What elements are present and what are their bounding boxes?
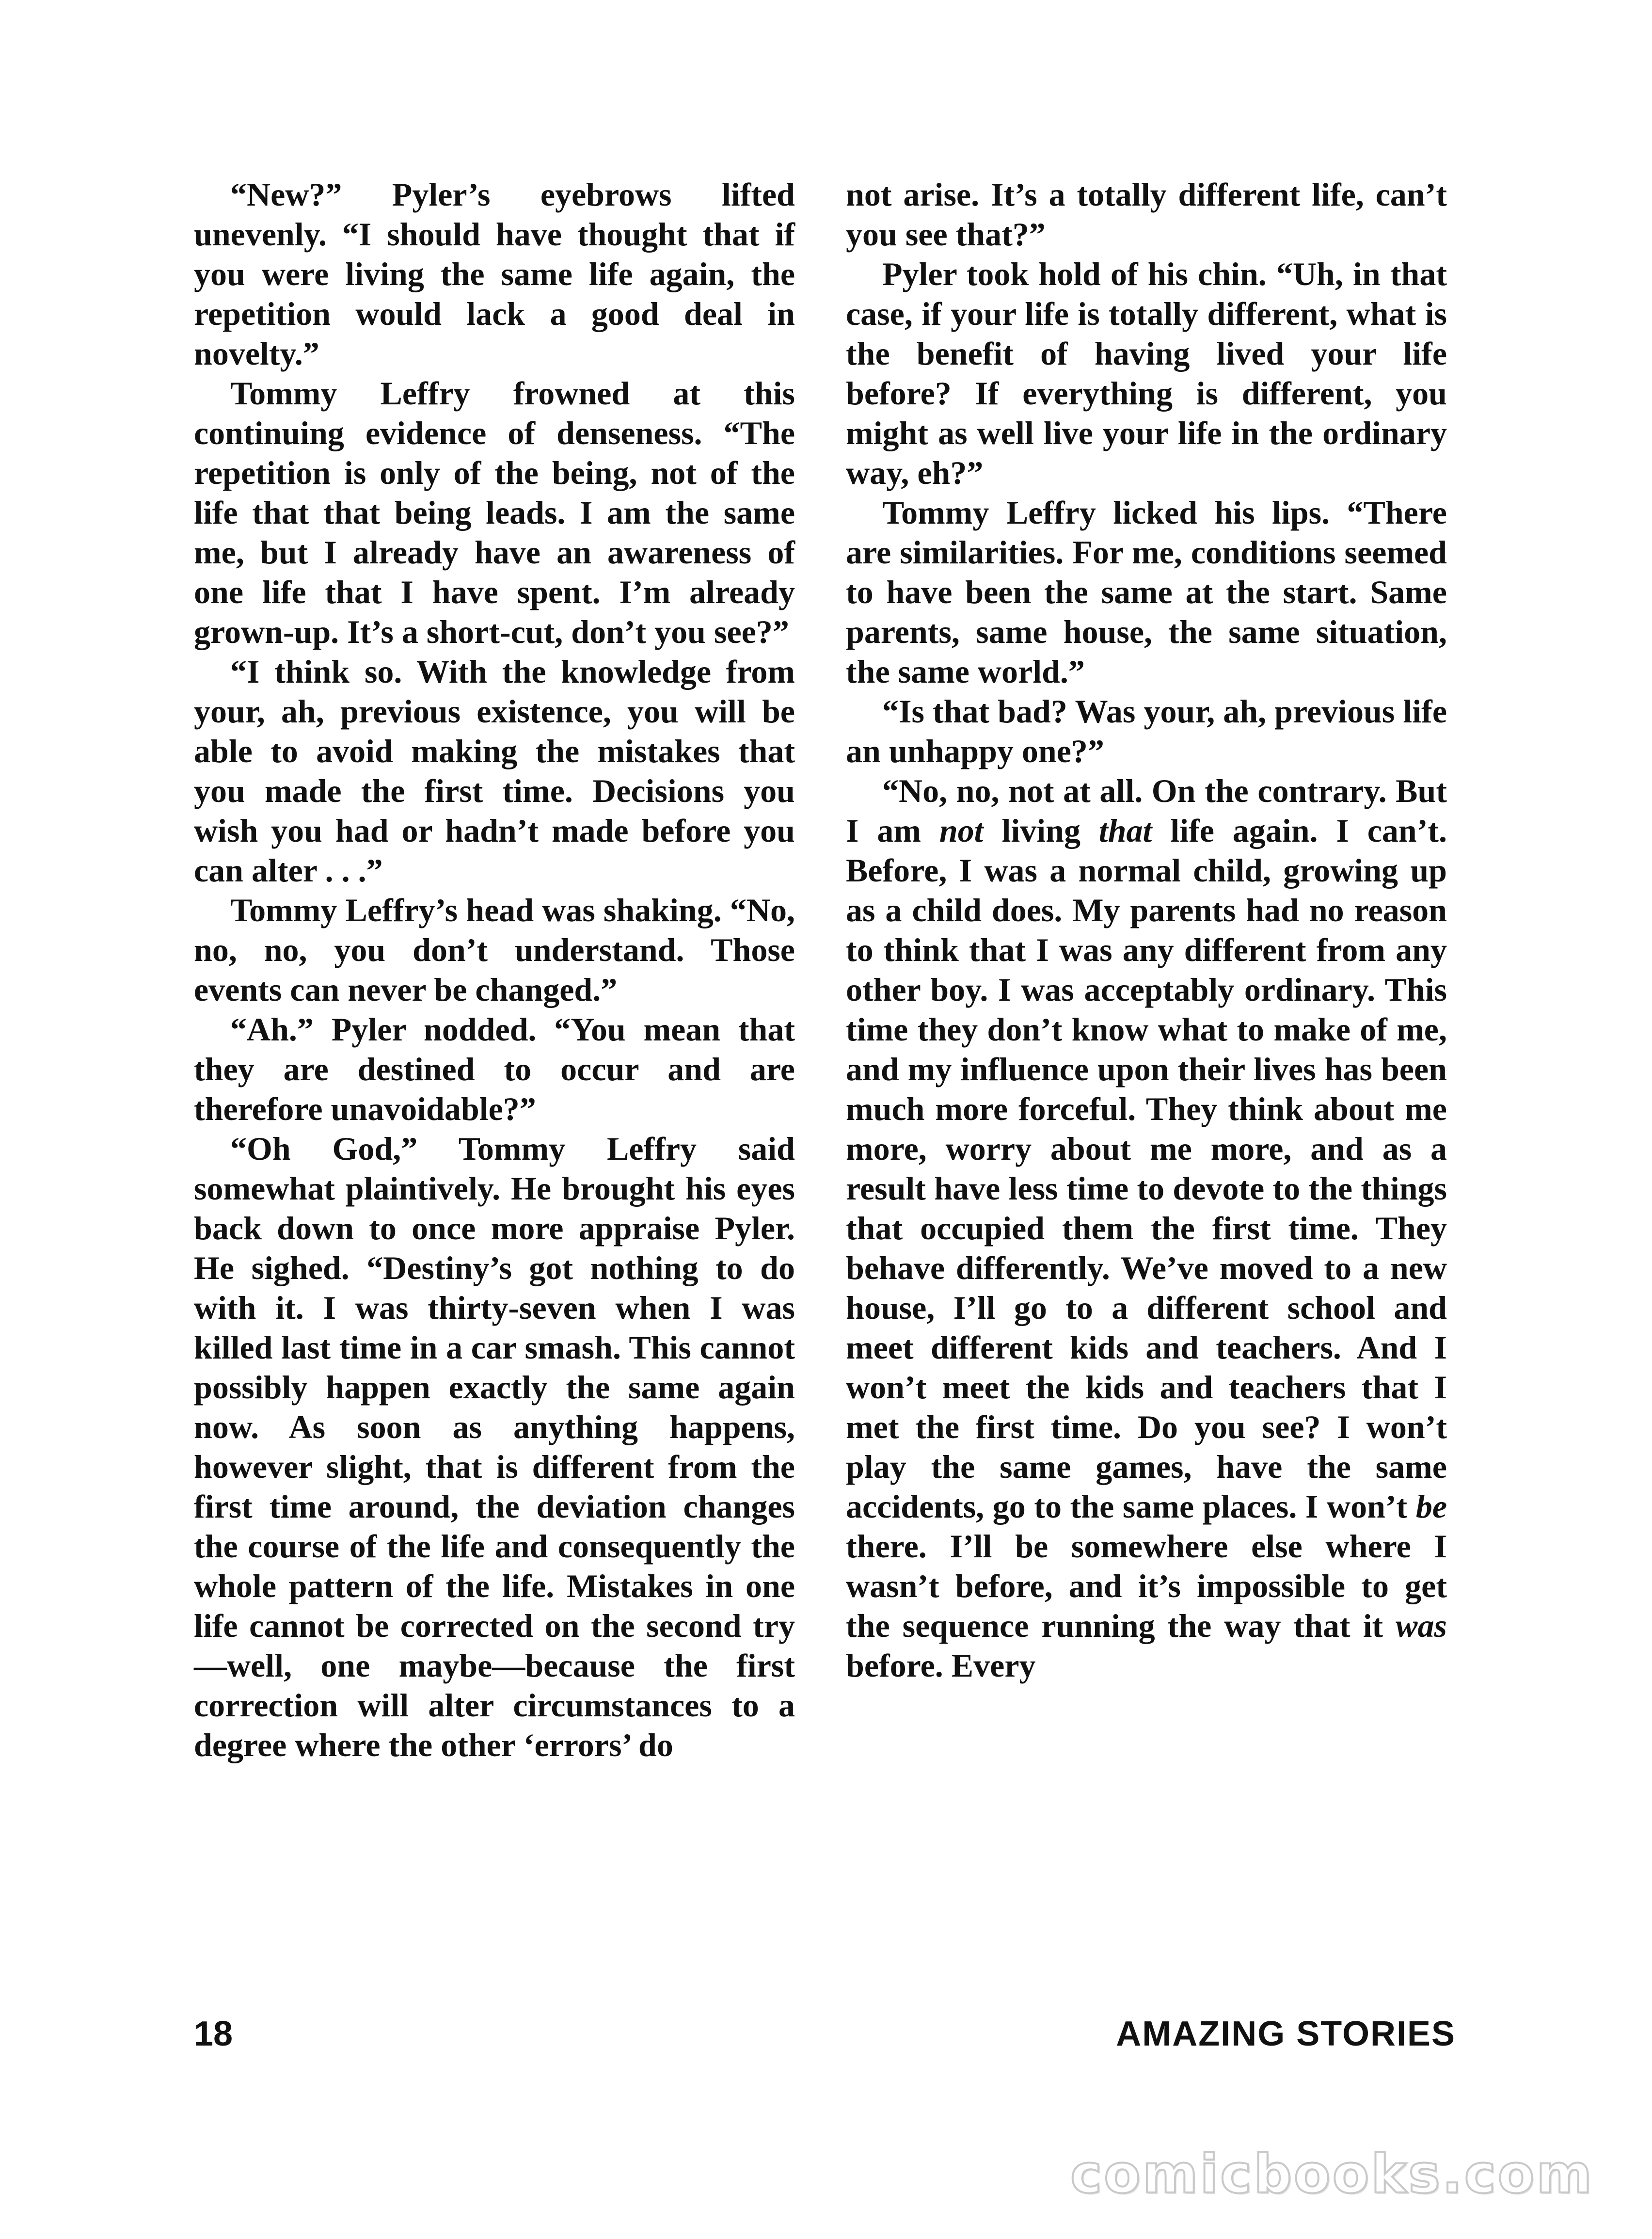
left-text-column (194, 175, 795, 1765)
paragraph: not arise. It’s a totally different life, can’t you see that?” (846, 176, 1447, 253)
paragraph: “New?” Pyler’s eyebrows lifted unevenly. “I should have thought that if you were living the same life again, the repetition would lack a good deal in novelty.” (194, 176, 795, 372)
text-segment: before. Every (846, 1647, 1036, 1684)
paragraph: “Is that bad? Was your, ah, previous life an unhappy one?” (846, 693, 1447, 769)
text-segment: life again. I can’t. Before, I was a normal child, growing up as a child does. My parents had no reason to think that I was any different from any other boy. I was acceptably ordinary. This time they don’t know what to make of me, and my influence upon their lives has been much more forceful. They think about me more, worry about me more, and as a result have less time to devote to the things that occupied them the first time. They behave differently. We’ve moved to a new house, I’ll go to a different school and meet different kids and teachers. And I won’t meet the kids and teachers that I met the first time. Do you see? I won’t play the same games, have the same accidents, go to the same places. I won’t (846, 812, 1447, 1525)
paragraph: “I think so. With the knowledge from your, ah, previous existence, you will be able to avoid making the mistakes that you made the first time. Decisions you wish you had or hadn’t made before you can alter . . .” (194, 653, 795, 889)
text-segment: living (983, 812, 1099, 849)
magazine-title: AMAZING STORIES (1116, 2015, 1456, 2053)
watermark: comicbooks.com (1070, 2143, 1594, 2205)
emphasis-text: that (1098, 812, 1152, 849)
paragraph: Pyler took hold of his chin. “Uh, in that case, if your life is totally different, what is the benefit of having lived your life before? If everything is different, you might as well live your life in the ordinary way, eh?” (846, 256, 1447, 491)
paragraph: “Oh God,” Tommy Leffry said somewhat plaintively. He brought his eyes back down to once more appraise Pyler. He sighed. “Destiny’s got nothing to do with it. I was thirty-seven when I was killed last time in a car smash. This cannot possibly happen exactly the same again now. As soon as anything happens, however slight, that is different from the first time around, the deviation changes the course of the life and consequently the whole pattern of the life. Mistakes in one life cannot be corrected on the second try—well, one maybe—because the first correction will alter circumstances to a degree where the other ‘errors’ do (194, 1130, 795, 1763)
emphasis-text: not (939, 812, 984, 849)
emphasis-text: was (1396, 1607, 1447, 1644)
page-number: 18 (194, 2015, 233, 2053)
paragraph: Tommy Leffry frowned at this continuing evidence of denseness. “The repetition is only of the being, not of the life that that being leads. I am the same me, but I already have an awareness of one life that I have spent. I’m already grown-up. It’s a short-cut, don’t you see?” (194, 375, 795, 650)
paragraph: Tommy Leffry’s head was shaking. “No, no, no, you don’t understand. Those events can never be changed.” (194, 892, 795, 1008)
right-text-column (846, 175, 1447, 1685)
text-segment: “No, no, not at all. On the contrary. But I am (846, 772, 1447, 849)
paragraph: Tommy Leffry licked his lips. “There are similarities. For me, conditions seemed to have been the same at the start. Same parents, same house, the same situation, the same world.” (846, 494, 1447, 690)
paragraph (846, 771, 1447, 1685)
paragraph: “Ah.” Pyler nodded. “You mean that they are destined to occur and are therefore unavoidable?” (194, 1011, 795, 1127)
text-segment: there. I’ll be somewhere else where I wasn’t before, and it’s impossible to get the sequence running the way that it (846, 1528, 1447, 1644)
emphasis-text: be (1415, 1488, 1447, 1525)
